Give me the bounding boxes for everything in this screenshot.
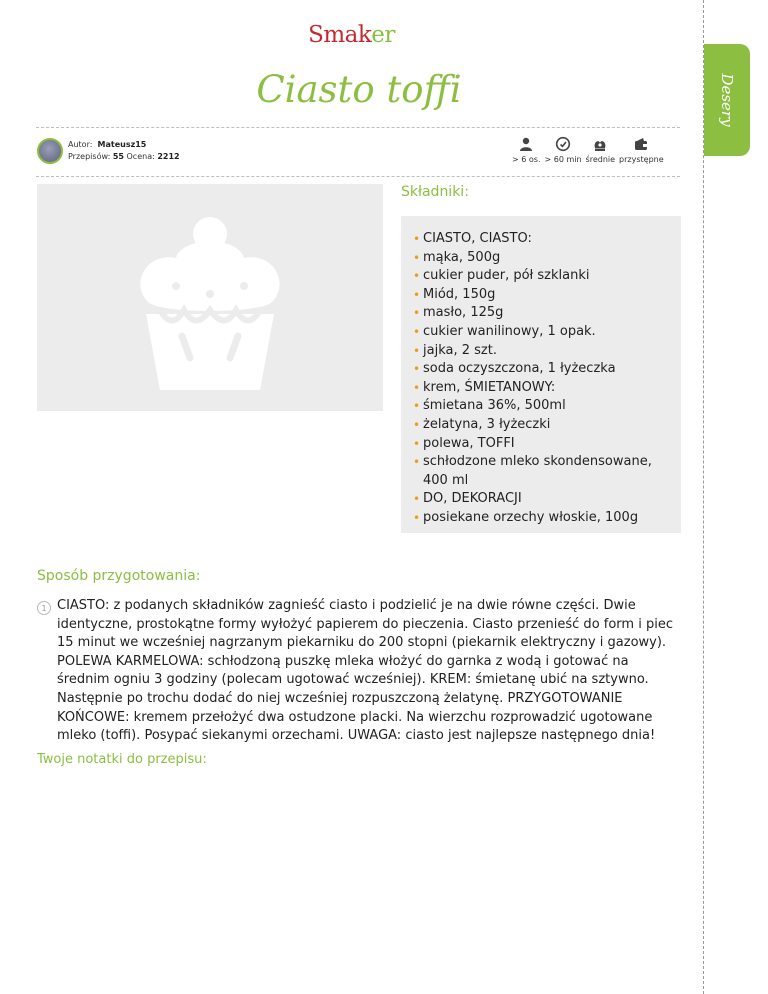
ingredient-item: • mąka, 500g — [413, 249, 671, 268]
stat-time: > 60 min — [544, 136, 581, 166]
ingredient-item: • cukier wanilinowy, 1 opak. — [413, 323, 671, 342]
wallet-icon — [633, 136, 649, 152]
recipe-photo-placeholder — [37, 184, 383, 411]
notes-heading: Twoje notatki do przepisu: — [37, 752, 207, 767]
ingredient-item: • krem, ŚMIETANOWY: — [413, 379, 671, 398]
ingredient-item: • polewa, TOFFI — [413, 435, 671, 454]
ingredient-item: • schłodzone mleko skondensowane, 400 ml — [413, 453, 671, 490]
step-number: 1 — [37, 601, 51, 615]
author-name[interactable]: Mateusz15 — [97, 140, 147, 149]
cupcake-icon — [120, 214, 300, 394]
ingredients-list — [413, 230, 671, 528]
ingredients-heading: Składniki: — [401, 184, 469, 200]
category-tab-label: Desery — [718, 73, 736, 127]
preparation-heading: Sposób przygotowania: — [37, 568, 201, 584]
divider — [36, 127, 680, 128]
step-text: CIASTO: z podanych składników zagnieść ciasto i podzielić je na dwie równe części. Dwie identyczne, prostokątne formy wyłożyć papierem do pieczenia. Ciasto przenieść do form i piec 15 minut we wcześniej nagrzanym piekarniku do 200 stopni (piekarnik elektryczny i gazowy). POLEWA KARMELOWA: schłodzoną puszkę mleka włożyć do garnka z wodą i gotować na średnim ogniu 3 godziny (polecam ugotować wcześniej). KREM: śmietanę ubić na sztywno. Następnie po trochu dodać do niej wcześniej rozpuszczoną żelatynę. PRZYGOTOWANIE KOŃCOWE: kremem przełożyć dwa ostudzone placki. Na wierzchu rozprowadzić ugotowane mleko (toffi). Posypać siekanymi orzechami. UWAGA: ciasto jest najlepsze następnego dnia! — [57, 598, 673, 744]
ingredient-item: • DO, DEKORACJI — [413, 490, 671, 509]
brand-logo: Smaker — [308, 22, 395, 48]
ingredient-item: • soda oczyszczona, 1 łyżeczka — [413, 360, 671, 379]
ingredient-item: • masło, 125g — [413, 304, 671, 323]
ingredient-item: • posiekane orzechy włoskie, 100g — [413, 509, 671, 528]
stat-cost: przystępne — [619, 136, 664, 166]
ingredient-item: • żelatyna, 3 łyżeczki — [413, 416, 671, 435]
divider — [36, 176, 680, 177]
ingredients-box — [401, 216, 681, 533]
ingredient-item: • Miód, 150g — [413, 286, 671, 305]
recipe-title: Ciasto toffi — [256, 68, 462, 111]
chef-hat-icon — [592, 136, 608, 152]
recipe-stats — [512, 136, 668, 166]
stat-servings: > 6 os. — [512, 136, 540, 166]
person-icon — [518, 136, 534, 152]
ingredient-item: • cukier puder, pół szklanki — [413, 267, 671, 286]
author-info: Autor: Mateusz15 Przepisów: 55 Ocena: 2212 — [68, 140, 180, 161]
ingredient-item: • jajka, 2 szt. — [413, 342, 671, 361]
ingredient-item: • CIASTO, CIASTO: — [413, 230, 671, 249]
avatar — [37, 138, 63, 164]
clock-icon — [555, 136, 571, 152]
ingredient-item: • śmietana 36%, 500ml — [413, 397, 671, 416]
stat-difficulty: średnie — [586, 136, 616, 166]
